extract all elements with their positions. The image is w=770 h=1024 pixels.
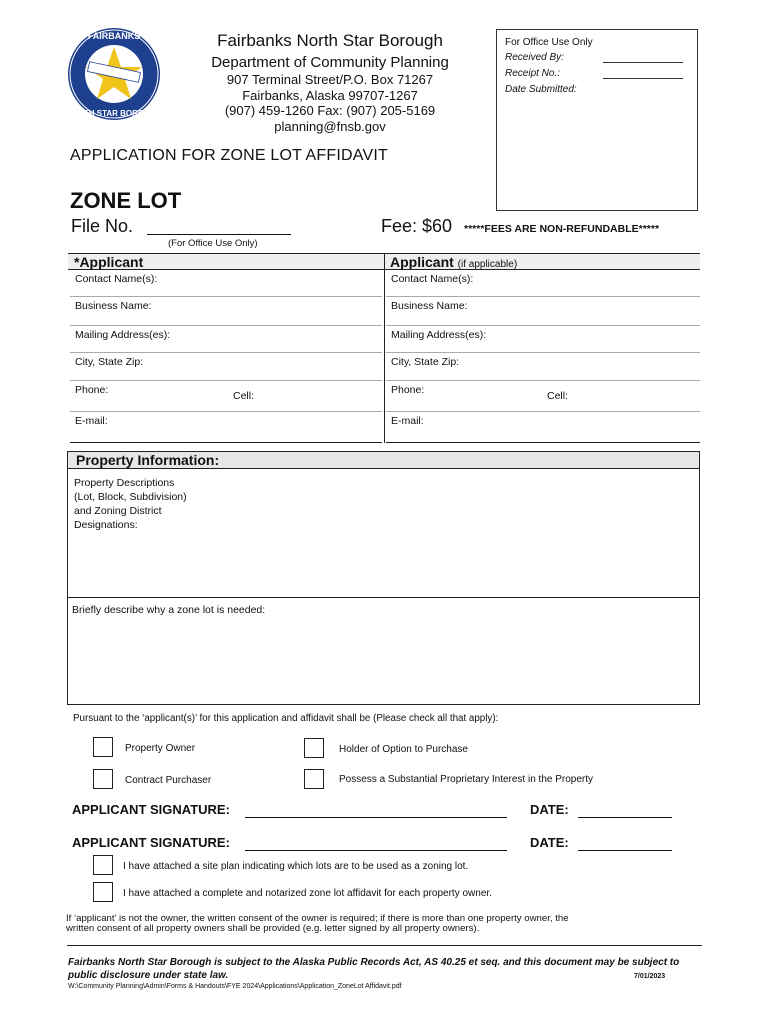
- co-applicant-mailing-field[interactable]: Mailing Address(es):: [386, 326, 700, 353]
- co-applicant-business-field[interactable]: Business Name:: [386, 297, 700, 326]
- proprietary-interest-label: Possess a Substantial Proprietary Interest in the Property: [339, 774, 594, 785]
- date-label-2: DATE:: [530, 835, 569, 850]
- svg-text:NORTH STAR BOROUGH: NORTH STAR BOROUGH: [66, 109, 162, 118]
- affidavit-label: I have attached a complete and notarized zone lot affidavit for each property owner.: [123, 888, 492, 899]
- applicant-city-field[interactable]: City, State Zip:: [70, 353, 382, 381]
- date-line-2[interactable]: [578, 850, 672, 851]
- property-divider: [68, 597, 699, 598]
- co-applicant-contact-field[interactable]: Contact Name(s):: [386, 270, 700, 297]
- office-use-title: For Office Use Only: [505, 37, 593, 48]
- footer-divider: [67, 945, 702, 946]
- proprietary-interest-checkbox[interactable]: [304, 769, 324, 789]
- co-applicant-email-field[interactable]: E-mail:: [386, 412, 700, 443]
- email-link[interactable]: planning@fnsb.gov: [274, 119, 386, 134]
- borough-seal-logo: [66, 26, 162, 122]
- contract-purchaser-label: Contract Purchaser: [125, 775, 212, 786]
- applicant-heading: [68, 253, 384, 270]
- date-submitted-label: Date Submitted:: [505, 84, 577, 95]
- affidavit-checkbox[interactable]: [93, 882, 113, 902]
- dept-name: Department of Community Planning: [211, 54, 449, 71]
- date-line-1[interactable]: [578, 817, 672, 818]
- footer-file-path: W:\Community Planning\Admin\Forms & Handouts\FYE 2024\Applications\Application_ZoneLot Affidavit.pdf: [68, 983, 402, 990]
- co-applicant-phone-field[interactable]: Phone:: [386, 381, 542, 412]
- file-no-label: File No.: [71, 216, 134, 236]
- footer-line-2: public disclosure under state law.: [68, 970, 229, 981]
- co-applicant-city-field[interactable]: City, State Zip:: [386, 353, 700, 381]
- applicant-contact-field[interactable]: Contact Name(s):: [70, 270, 382, 297]
- office-use-box: [496, 29, 698, 211]
- applicant-email-field[interactable]: E-mail:: [70, 412, 382, 443]
- received-by-label: Received By:: [505, 52, 564, 63]
- signature-label-1: APPLICANT SIGNATURE:: [72, 802, 230, 817]
- address-line-1: 907 Terminal Street/P.O. Box 71267: [226, 72, 434, 87]
- property-owner-label: Property Owner: [125, 743, 196, 754]
- co-applicant-note: (if applicable): [457, 259, 518, 270]
- property-owner-checkbox[interactable]: [93, 737, 113, 757]
- site-plan-checkbox[interactable]: [93, 855, 113, 875]
- fee-label: Fee: $60: [381, 216, 453, 236]
- property-description-field[interactable]: [74, 476, 187, 532]
- footnote-line-1: If ‘applicant’ is not the owner, the written consent of the owner is required; if there is more than one property owner, the: [66, 913, 569, 924]
- footer-line-1: Fairbanks North Star Borough is subject to the Alaska Public Records Act, AS 40.25 et seq. and this document may be subject to: [68, 957, 680, 968]
- pursuant-text: Pursuant to the ‘applicant(s)’ for this application and affidavit shall be (Please check all that apply):: [73, 713, 499, 724]
- why-zone-lot-field[interactable]: Briefly describe why a zone lot is needed:: [72, 604, 266, 616]
- zone-lot-heading: ZONE LOT: [70, 188, 182, 213]
- applicant-phone-field[interactable]: Phone:: [70, 381, 228, 412]
- form-title: APPLICATION FOR ZONE LOT AFFIDAVIT: [70, 147, 388, 164]
- property-desc-line-3: and Zoning District: [74, 505, 162, 517]
- site-plan-label: I have attached a site plan indicating which lots are to be used as a zoning lot.: [123, 861, 469, 872]
- property-desc-line-4: Designations:: [74, 519, 138, 531]
- applicant-business-field[interactable]: Business Name:: [70, 297, 382, 326]
- received-by-line[interactable]: [603, 62, 683, 63]
- applicant-cell-field[interactable]: Cell:: [228, 381, 382, 412]
- fee-note: *****FEES ARE NON-REFUNDABLE*****: [464, 223, 660, 235]
- receipt-no-label: Receipt No.:: [505, 68, 561, 79]
- file-no-field[interactable]: [147, 234, 291, 235]
- signature-line-1[interactable]: [245, 817, 507, 818]
- column-divider: [384, 253, 385, 443]
- footer-date: 7/01/2023: [634, 973, 666, 980]
- address-line-2: Fairbanks, Alaska 99707-1267: [242, 88, 418, 103]
- signature-line-2[interactable]: [245, 850, 507, 851]
- org-name: Fairbanks North Star Borough: [217, 31, 443, 50]
- receipt-no-line[interactable]: [603, 78, 683, 79]
- applicant-mailing-field[interactable]: Mailing Address(es):: [70, 326, 382, 353]
- file-office-note: (For Office Use Only): [168, 238, 258, 249]
- signature-label-2: APPLICANT SIGNATURE:: [72, 835, 230, 850]
- property-desc-line-1: Property Descriptions: [74, 477, 175, 489]
- option-holder-label: Holder of Option to Purchase: [339, 744, 468, 755]
- option-holder-checkbox[interactable]: [304, 738, 324, 758]
- property-desc-line-2: (Lot, Block, Subdivision): [74, 491, 187, 503]
- property-info-heading: Property Information:: [68, 452, 699, 469]
- footnote-line-2: written consent of all property owners shall be provided (e.g. letter signed by all property owners).: [66, 923, 480, 934]
- co-applicant-cell-field[interactable]: Cell:: [542, 381, 700, 412]
- applicant-heading-text: *Applicant: [74, 254, 144, 270]
- contract-purchaser-checkbox[interactable]: [93, 769, 113, 789]
- footnote: [66, 914, 569, 934]
- phone-fax: (907) 459-1260 Fax: (907) 205-5169: [224, 103, 436, 118]
- co-applicant-heading-text: Applicant: [390, 254, 454, 270]
- co-applicant-heading: [384, 253, 700, 270]
- date-label-1: DATE:: [530, 802, 569, 817]
- svg-text:FAIRBANKS: FAIRBANKS: [87, 31, 141, 41]
